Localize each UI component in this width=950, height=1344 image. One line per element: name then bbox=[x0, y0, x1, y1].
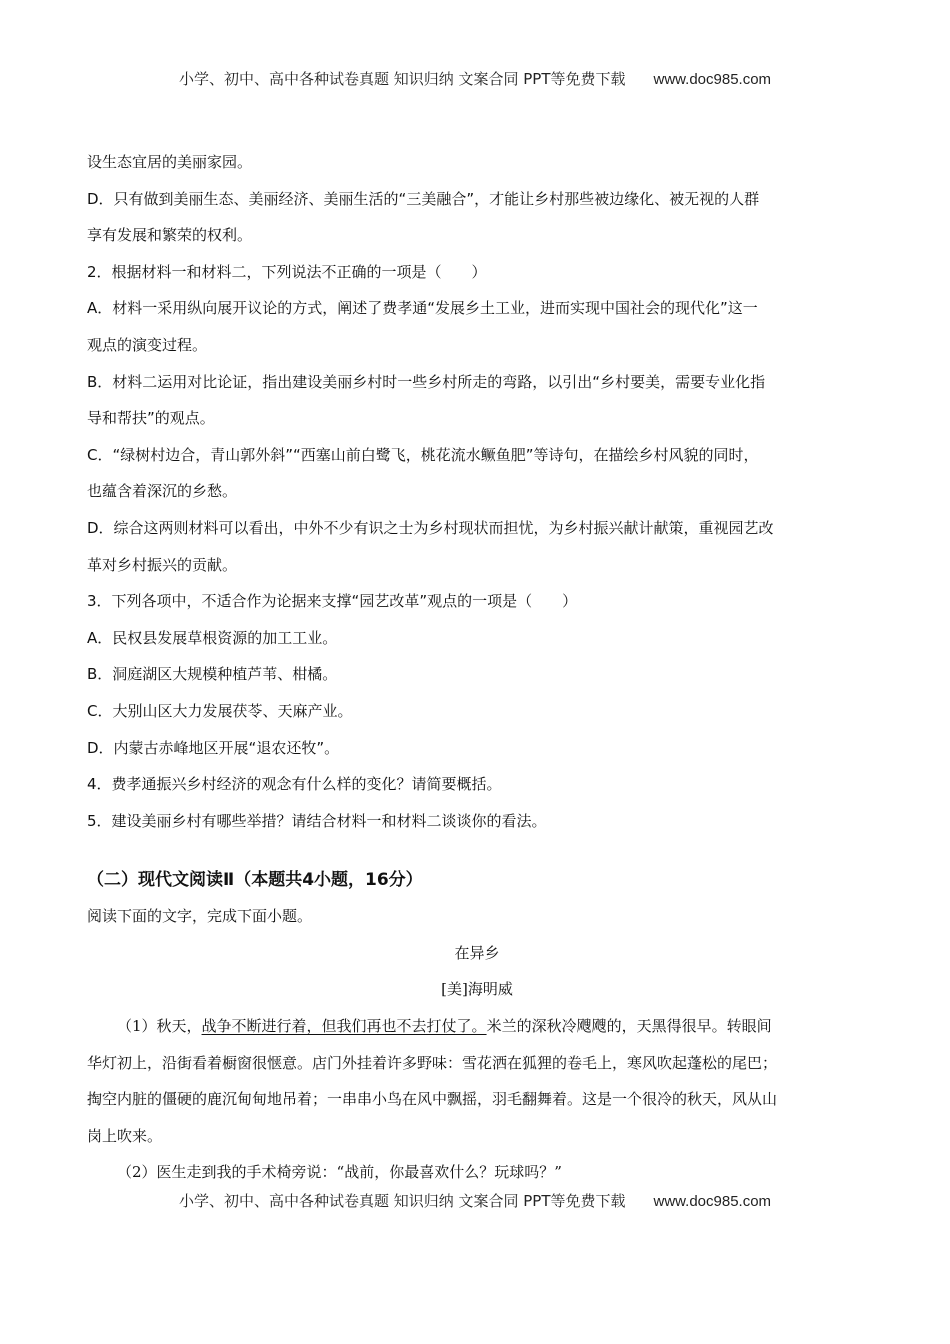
q1-option-d-cont: 享有发展和繁荣的权利。 bbox=[87, 226, 253, 245]
header-site-link[interactable]: www.doc985.com bbox=[653, 71, 772, 88]
question-5: 5．建设美丽乡村有哪些举措？请结合材料一和材料二谈谈你的看法。 bbox=[87, 811, 547, 830]
q3-option-d: D．内蒙古赤峰地区开展“退农还牧”。 bbox=[87, 738, 340, 757]
question-4: 4．费孝通振兴乡村经济的观念有什么样的变化？请简要概括。 bbox=[87, 775, 502, 794]
story-author: [美]海明威 bbox=[441, 980, 513, 999]
q2-option-b: B．材料二运用对比论证，指出建设美丽乡村时一些乡村所走的弯路，以引出“乡村要美，需要专业化指 bbox=[87, 372, 766, 391]
q2-option-d: D．综合这两则材料可以看出，中外不少有识之士为乡村现状而担忧，为乡村振兴献计献策，重视园艺改 bbox=[87, 518, 774, 537]
page-header bbox=[0, 68, 950, 89]
section-heading: （二）现代文阅读Ⅱ（本题共4小题，16分） bbox=[87, 870, 423, 891]
q2-option-b-cont: 导和帮扶”的观点。 bbox=[87, 409, 215, 428]
q2-option-d-cont: 革对乡村振兴的贡献。 bbox=[87, 555, 238, 574]
page-content bbox=[87, 144, 867, 1191]
page-footer bbox=[0, 1190, 950, 1211]
paragraph-1-line-1 bbox=[87, 1008, 867, 1045]
question-3: 3．下列各项中，不适合作为论据来支撑“园艺改革”观点的一项是（ ） bbox=[87, 592, 578, 611]
footer-text: 小学、初中、高中各种试卷真题 知识归纳 文案合同 PPT等免费下载 bbox=[178, 1192, 626, 1210]
paragraph-1-line-2: 华灯初上，沿街看着橱窗很惬意。店门外挂着许多野味：雪花洒在狐狸的卷毛上，寒风吹起蓬松的尾巴； bbox=[87, 1053, 778, 1072]
q2-option-a: A．材料一采用纵向展开议论的方式，阐述了费孝通“发展乡土工业，进而实现中国社会的现代化”这一 bbox=[87, 299, 758, 318]
paragraph-1-lead: （1）秋天， bbox=[117, 1017, 202, 1036]
paragraph-1-rest: 米兰的深秋冷飕飕的，天黑得很早。转眼间 bbox=[486, 1017, 772, 1036]
q3-option-b: B．洞庭湖区大规模种植芦苇、柑橘。 bbox=[87, 665, 338, 684]
q2-option-c: C．“绿树村边合，青山郭外斜”“西塞山前白鹭飞，桃花流水鳜鱼肥”等诗句，在描绘乡村风貌的同时， bbox=[87, 445, 759, 464]
q3-option-a: A．民权县发展草根资源的加工工业。 bbox=[87, 628, 338, 647]
reading-instruction: 阅读下面的文字，完成下面小题。 bbox=[87, 907, 313, 926]
paragraph-2: （2）医生走到我的手术椅旁说：“战前，你最喜欢什么？玩球吗？” bbox=[117, 1163, 562, 1182]
q2-option-c-cont: 也蕴含着深沉的乡愁。 bbox=[87, 482, 238, 501]
q1-option-d: D．只有做到美丽生态、美丽经济、美丽生活的“三美融合”，才能让乡村那些被边缘化、被无视的人群 bbox=[87, 189, 760, 208]
option-d-continued: 设生态宜居的美丽家园。 bbox=[87, 153, 253, 171]
q2-option-a-cont: 观点的演变过程。 bbox=[87, 335, 208, 354]
paragraph-1-line-4: 岗上吹来。 bbox=[87, 1126, 163, 1145]
paragraph-1-line-3: 掏空内脏的僵硬的鹿沉甸甸地吊着；一串串小鸟在风中飘摇，羽毛翻舞着。这是一个很冷的秋天，风从山 bbox=[87, 1090, 778, 1109]
header-text: 小学、初中、高中各种试卷真题 知识归纳 文案合同 PPT等免费下载 bbox=[178, 70, 626, 88]
q3-option-c: C．大别山区大力发展茯苓、天麻产业。 bbox=[87, 701, 353, 720]
question-2: 2．根据材料一和材料二，下列说法不正确的一项是（ ） bbox=[87, 262, 487, 281]
story-title: 在异乡 bbox=[454, 943, 500, 962]
footer-site-link[interactable]: www.doc985.com bbox=[653, 1193, 772, 1210]
underlined-sentence: 战争不断进行着，但我们再也不去打仗了。 bbox=[201, 1017, 487, 1036]
